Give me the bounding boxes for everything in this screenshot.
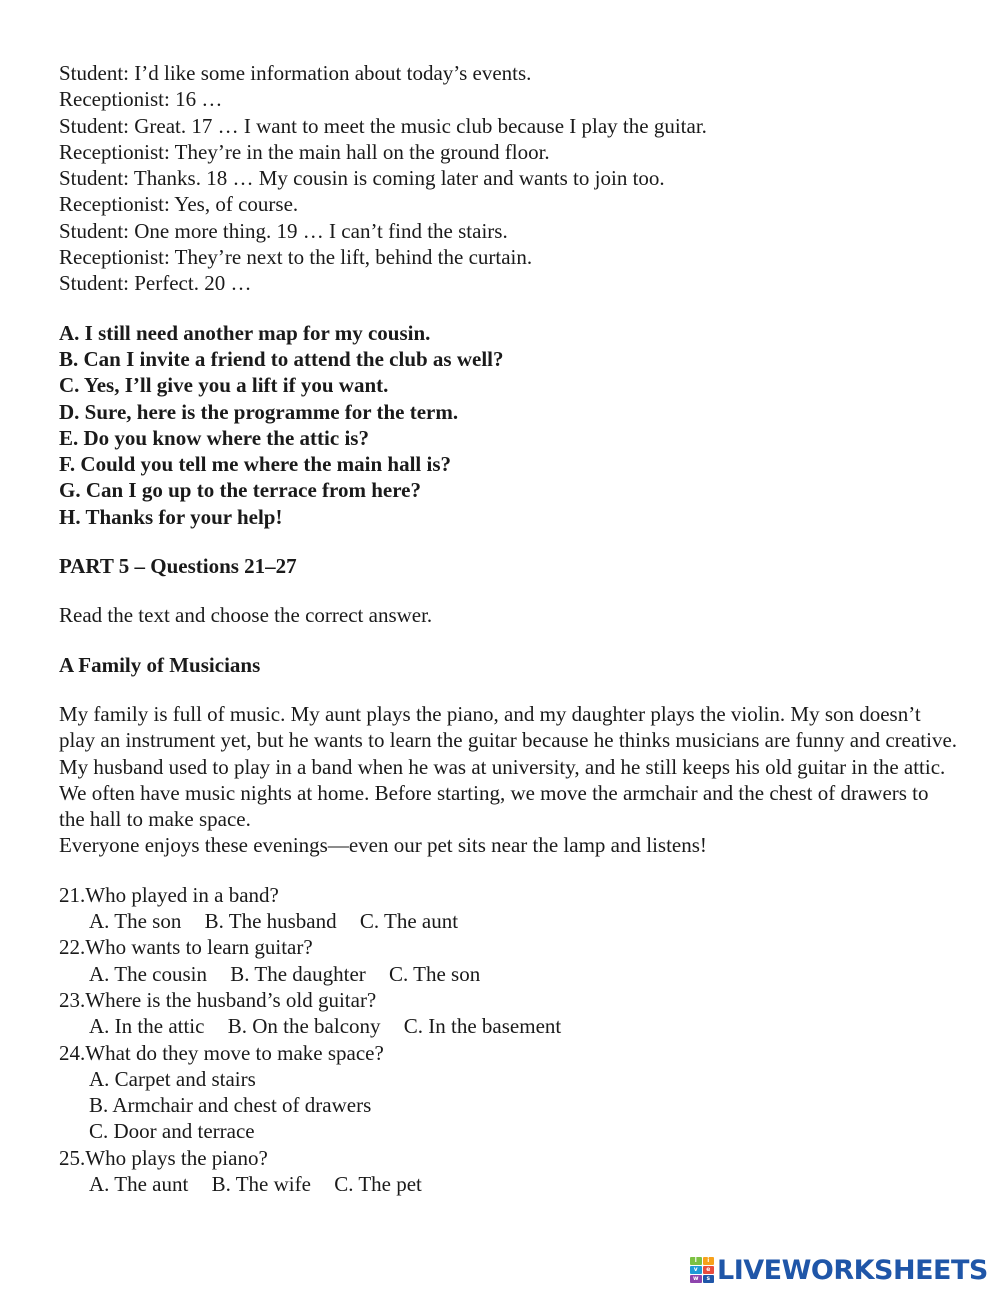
choice-c[interactable]: C. The pet	[334, 1171, 422, 1196]
reading-paragraph: My husband used to play in a band when he was at university, and he still keeps his old guitar in the attic. We often have music nights at home. Before starting, we move the armchair and the chest of drawers to the hall to make space.	[59, 754, 946, 832]
choice-c[interactable]: C. Door and terrace	[89, 1119, 255, 1144]
reading-text	[59, 701, 959, 859]
logo-mark-cell: v	[690, 1266, 702, 1274]
question-25	[59, 1145, 959, 1198]
option-e: E. Do you know where the attic is?	[59, 425, 369, 450]
question-21	[59, 882, 959, 935]
liveworksheets-logo[interactable]	[690, 1253, 988, 1287]
logo-mark-cell: e	[703, 1266, 715, 1274]
option-b: B. Can I invite a friend to attend the club as well?	[59, 346, 504, 371]
reading-paragraph: My family is full of music. My aunt plays the piano, and my daughter plays the violin. My son doesn’t play an instrument yet, but he wants to learn the guitar because he thinks musicians are funny and creative.	[59, 701, 958, 753]
question-choices	[59, 1013, 959, 1039]
question-text: 21.Who played in a band?	[59, 882, 279, 907]
choice-b[interactable]: B. The wife	[211, 1171, 311, 1196]
option-g: G. Can I go up to the terrace from here?	[59, 478, 421, 503]
question-choices	[59, 908, 959, 934]
choice-a[interactable]: A. The son	[89, 909, 182, 934]
logo-mark-cell: l	[690, 1257, 702, 1265]
question-text: 23.Where is the husband’s old guitar?	[59, 987, 377, 1012]
dialogue-line: Student: Perfect. 20 …	[59, 271, 252, 296]
option-h: H. Thanks for your help!	[59, 504, 283, 529]
question-choices	[59, 1171, 959, 1197]
dialogue-line: Student: Thanks. 18 … My cousin is coming later and wants to join too.	[59, 166, 665, 191]
part-heading: PART 5 – Questions 21–27	[59, 554, 297, 579]
choice-a[interactable]: A. In the attic	[89, 1014, 205, 1039]
dialogue-line: Receptionist: They’re next to the lift, behind the curtain.	[59, 245, 533, 270]
logo-mark-cell: s	[703, 1275, 715, 1283]
option-d: D. Sure, here is the programme for the term.	[59, 399, 459, 424]
choice-c[interactable]: C. In the basement	[403, 1014, 562, 1039]
worksheet-page	[59, 60, 959, 1197]
question-choices	[59, 961, 959, 987]
choice-c[interactable]: C. The aunt	[359, 909, 459, 934]
question-text: 25.Who plays the piano?	[59, 1145, 268, 1170]
liveworksheets-logo-icon	[690, 1257, 714, 1283]
reading-paragraph: Everyone enjoys these evenings—even our pet sits near the lamp and listens!	[59, 833, 707, 858]
logo-mark-cell: i	[703, 1257, 715, 1265]
choice-a[interactable]: A. The cousin	[89, 961, 208, 986]
choice-c[interactable]: C. The son	[389, 961, 481, 986]
question-24	[59, 1040, 959, 1145]
choice-a[interactable]: A. Carpet and stairs	[89, 1066, 256, 1091]
dialogue-line: Receptionist: Yes, of course.	[59, 192, 299, 217]
option-f: F. Could you tell me where the main hall is?	[59, 452, 452, 477]
answer-options	[59, 320, 959, 530]
question-22	[59, 934, 959, 987]
dialogue-line: Student: One more thing. 19 … I can’t find the stairs.	[59, 218, 508, 243]
dialogue-line: Receptionist: 16 …	[59, 87, 223, 112]
choice-b[interactable]: B. The husband	[204, 909, 337, 934]
dialogue-line: Student: I’d like some information about today’s events.	[59, 61, 532, 85]
reading-title: A Family of Musicians	[59, 652, 261, 677]
dialogue-line: Receptionist: They’re in the main hall on the ground floor.	[59, 139, 550, 164]
choice-b[interactable]: B. On the balcony	[227, 1014, 381, 1039]
choice-a[interactable]: A. The aunt	[89, 1171, 189, 1196]
choice-b[interactable]: B. The daughter	[230, 961, 366, 986]
question-text: 24.What do they move to make space?	[59, 1040, 384, 1065]
option-a: A. I still need another map for my cousin.	[59, 320, 431, 345]
question-list	[59, 882, 959, 1198]
question-text: 22.Who wants to learn guitar?	[59, 935, 313, 960]
logo-mark-cell: w	[690, 1275, 702, 1283]
instruction: Read the text and choose the correct answer.	[59, 603, 433, 628]
option-c: C. Yes, I’ll give you a lift if you want.	[59, 373, 389, 398]
logo-text: LIVEWORKSHEETS	[717, 1254, 988, 1286]
dialogue-line: Student: Great. 17 … I want to meet the music club because I play the guitar.	[59, 113, 707, 138]
choice-b[interactable]: B. Armchair and chest of drawers	[89, 1093, 372, 1118]
question-23	[59, 987, 959, 1040]
dialogue	[59, 60, 959, 297]
